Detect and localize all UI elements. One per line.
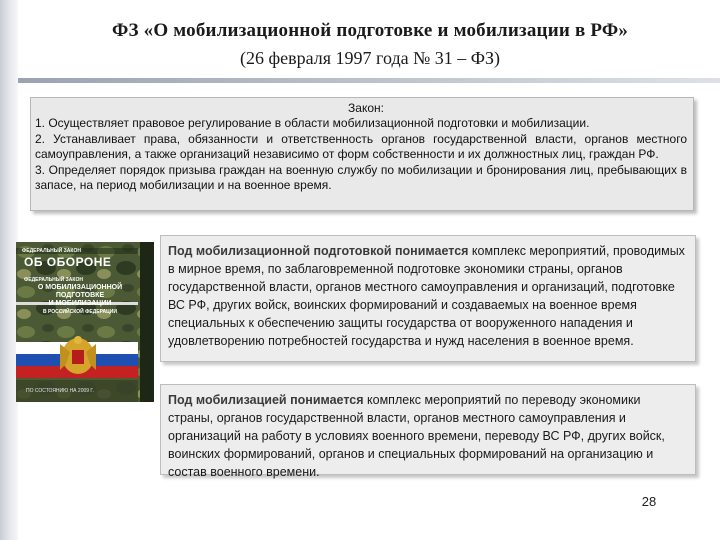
page-number: 28: [641, 494, 657, 509]
book-footer-text: ПО СОСТОЯНИЮ НА 2009 Г.: [26, 388, 94, 394]
law-summary-box: [30, 97, 694, 211]
law-heading: Закон:: [348, 101, 384, 115]
law-book-cover-image: [16, 242, 154, 402]
law-item-2: 2. Устанавливает права, обязанности и ответственность органов государственной власти, органов местного самоуправления, а также организаций независимо от форм собственности и их должностных лиц, граждан РФ.: [35, 131, 687, 162]
title-divider: [18, 78, 720, 83]
definition-term: Под мобилизацией понимается: [168, 393, 364, 407]
book-top-label: ФЕДЕРАЛЬНЫЙ ЗАКОН: [22, 248, 81, 254]
law-item-3: 3. Определяет порядок призыва граждан на военную службу по мобилизации и бронирования лиц, пребывающих в запасе, на период мобилизации и на военное время.: [35, 162, 687, 193]
definition-text: комплекс мероприятий, проводимых в мирное время, по заблаговременной подготовке экономики страны, органов государственной власти, органов местного самоуправления и организаций, подготовке ВС РФ, других войск, воинских формирований и создаваемых на военное время специальных к обеспечению защиты государства от вооруженного нападения и удовлетворению потребностей государства и нужд населения в военное время.: [168, 244, 685, 348]
book-top-title: ОБ ОБОРОНЕ: [24, 255, 112, 269]
definition-mobilization: [160, 384, 696, 479]
law-item-1: 1. Осуществляет правовое регулирование в области мобилизационной подготовки и мобилизации.: [35, 116, 590, 131]
definition-term: Под мобилизационной подготовкой понимается: [168, 244, 469, 258]
book-bottom-title-3: И МОБИЛИЗАЦИИ: [48, 300, 112, 307]
page-title: ФЗ «О мобилизационной подготовке и мобилизации в РФ»: [111, 20, 629, 41]
book-bottom-label: ФЕДЕРАЛЬНЫЙ ЗАКОН: [24, 277, 83, 283]
book-bottom-title-4: В РОССИЙСКОЙ ФЕДЕРАЦИИ: [43, 309, 117, 315]
definition-text: комплекс мероприятий по переводу экономики страны, органов государственной власти, органов местного самоуправления и организаций на работу в условиях военного времени, переводу ВС РФ, других войск, воинских формирований, органов и специальных формирований на организацию и состав военного времени.: [168, 393, 665, 479]
book-bottom-title-2: ПОДГОТОВКЕ: [55, 292, 105, 299]
book-bottom-title-1: О МОБИЛИЗАЦИОННОЙ: [37, 284, 123, 291]
definition-mobilization-preparation: [160, 235, 696, 362]
page-subtitle: (26 февраля 1997 года № 31 – ФЗ): [239, 48, 501, 68]
